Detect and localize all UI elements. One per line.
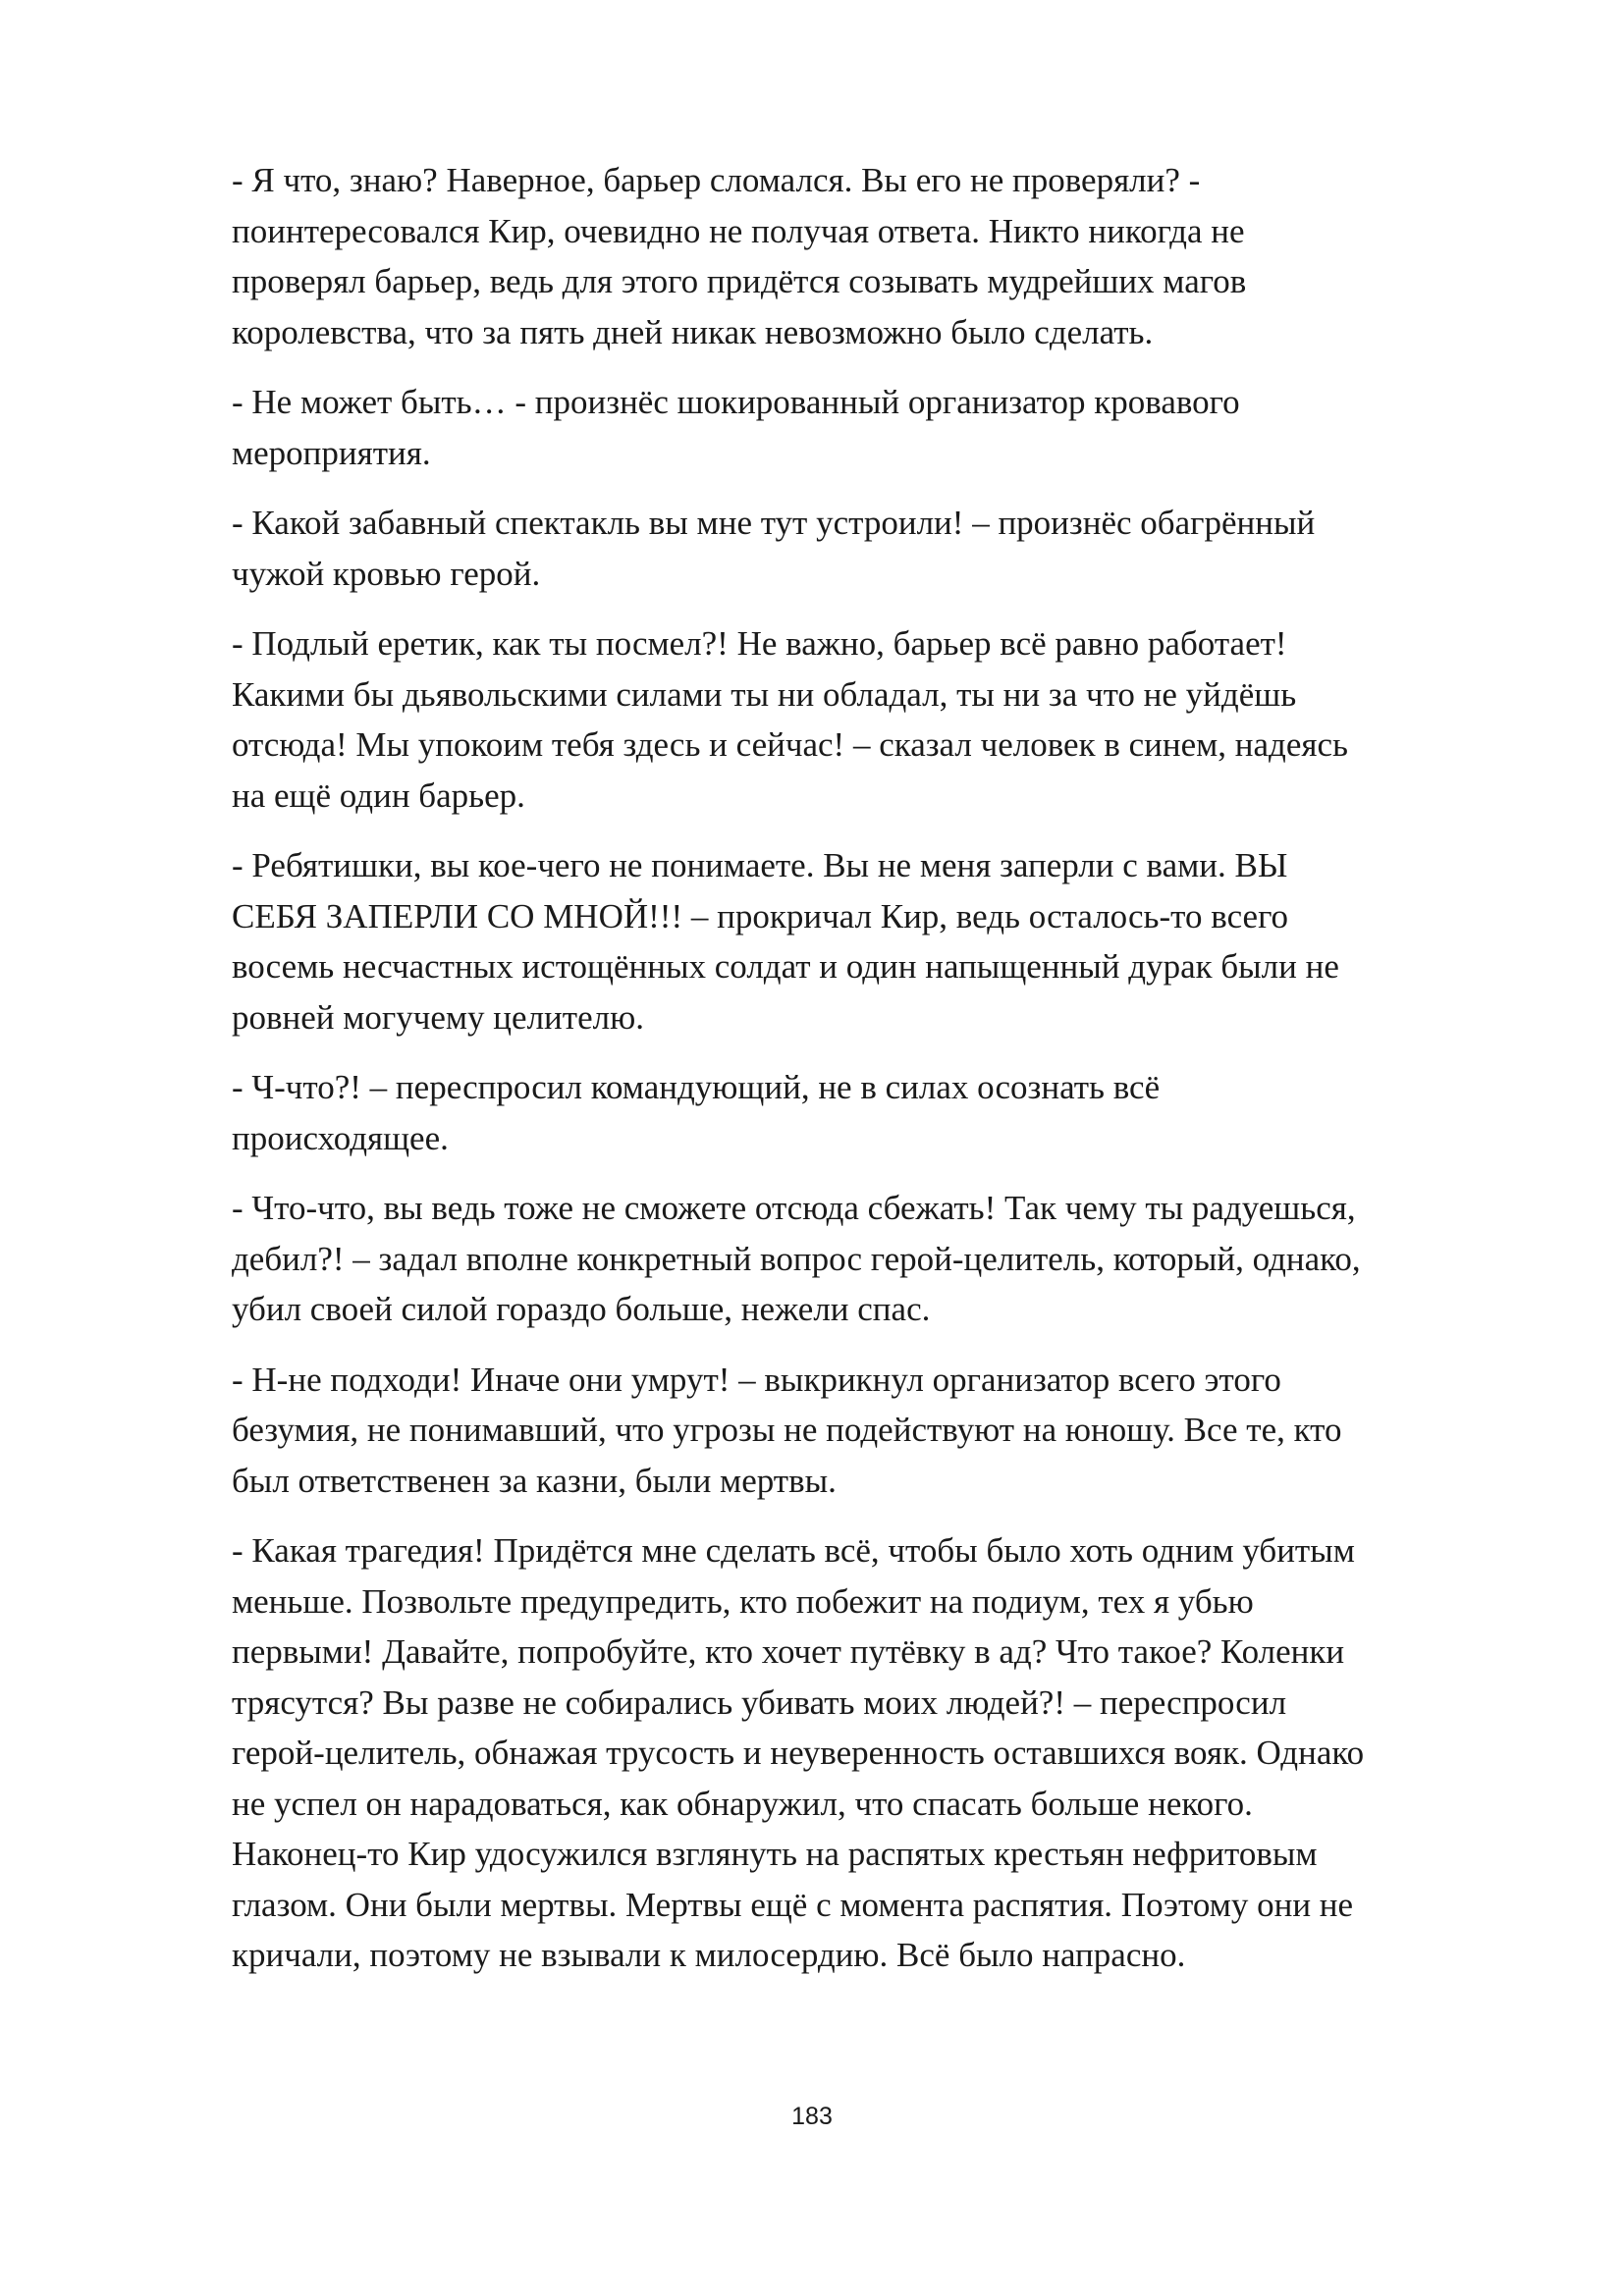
paragraph: - Что-что, вы ведь тоже не сможете отсюда сбежать! Так чему ты радуешься, дебил?! – задал вполне конкретный вопрос герой-целитель, который, однако, убил своей силой гораздо больше, нежели спас. <box>232 1189 1361 1328</box>
paragraph: - Какая трагедия! Придётся мне сделать всё, чтобы было хоть одним убитым меньше. Позвольте предупредить, кто побежит на подиум, тех я убью первыми! Давайте, попробуйте, кто хочет путёвку в ад? Что такое? Коленки трясутся? Вы разве не собирались убивать моих людей?! – переспросил герой-целитель, обнажая трусость и неуверенность оставшихся вояк. Однако не успел он нарадоваться, как обнаружил, что спасать больше некого. Наконец-то Кир удосужился взглянуть на распятых крестьян нефритовым глазом. Они были мертвы. Мертвы ещё с момента распятия. Поэтому они не кричали, поэтому не взывали к милосердию. Всё было напрасно. <box>232 1531 1365 1974</box>
text-body <box>232 155 1498 2001</box>
paragraph: - Подлый еретик, как ты посмел?! Не важно, барьер всё равно работает! Какими бы дьявольскими силами ты ни обладал, ты ни за что не уйдёшь отсюда! Мы упокоим тебя здесь и сейчас! – сказал человек в синем, надеясь на ещё один барьер. <box>232 624 1348 815</box>
paragraph: - Какой забавный спектакль вы мне тут устроили! – произнёс обагрённый чужой кровью герой. <box>232 504 1316 593</box>
paragraph: - Ч-что?! – переспросил командующий, не в силах осознать всё происходящее. <box>232 1068 1161 1157</box>
paragraph: - Н-не подходи! Иначе они умрут! – выкрикнул организатор всего этого безумия, не понимавший, что угрозы не подействуют на юношу. Все те, кто был ответственен за казни, были мертвы. <box>232 1360 1342 1500</box>
paragraph: - Ребятишки, вы кое-чего не понимаете. Вы не меня заперли с вами. ВЫ СЕБЯ ЗАПЕРЛИ СО МНОЙ!!! – прокричал Кир, ведь осталось-то всего восемь несчастных истощённых солдат и один напыщенный дурак были не ровней могучему целителю. <box>232 846 1339 1037</box>
page-number: 183 <box>791 2103 833 2130</box>
paragraph: - Не может быть… - произнёс шокированный организатор кровавого мероприятия. <box>232 383 1240 472</box>
paragraph: - Я что, знаю? Наверное, барьер сломался. Вы его не проверяли? - поинтересовался Кир, очевидно не получая ответа. Никто никогда не проверял барьер, ведь для этого придётся созывать мудрейших магов королевства, что за пять дней никак невозможно было сделать. <box>232 161 1247 351</box>
